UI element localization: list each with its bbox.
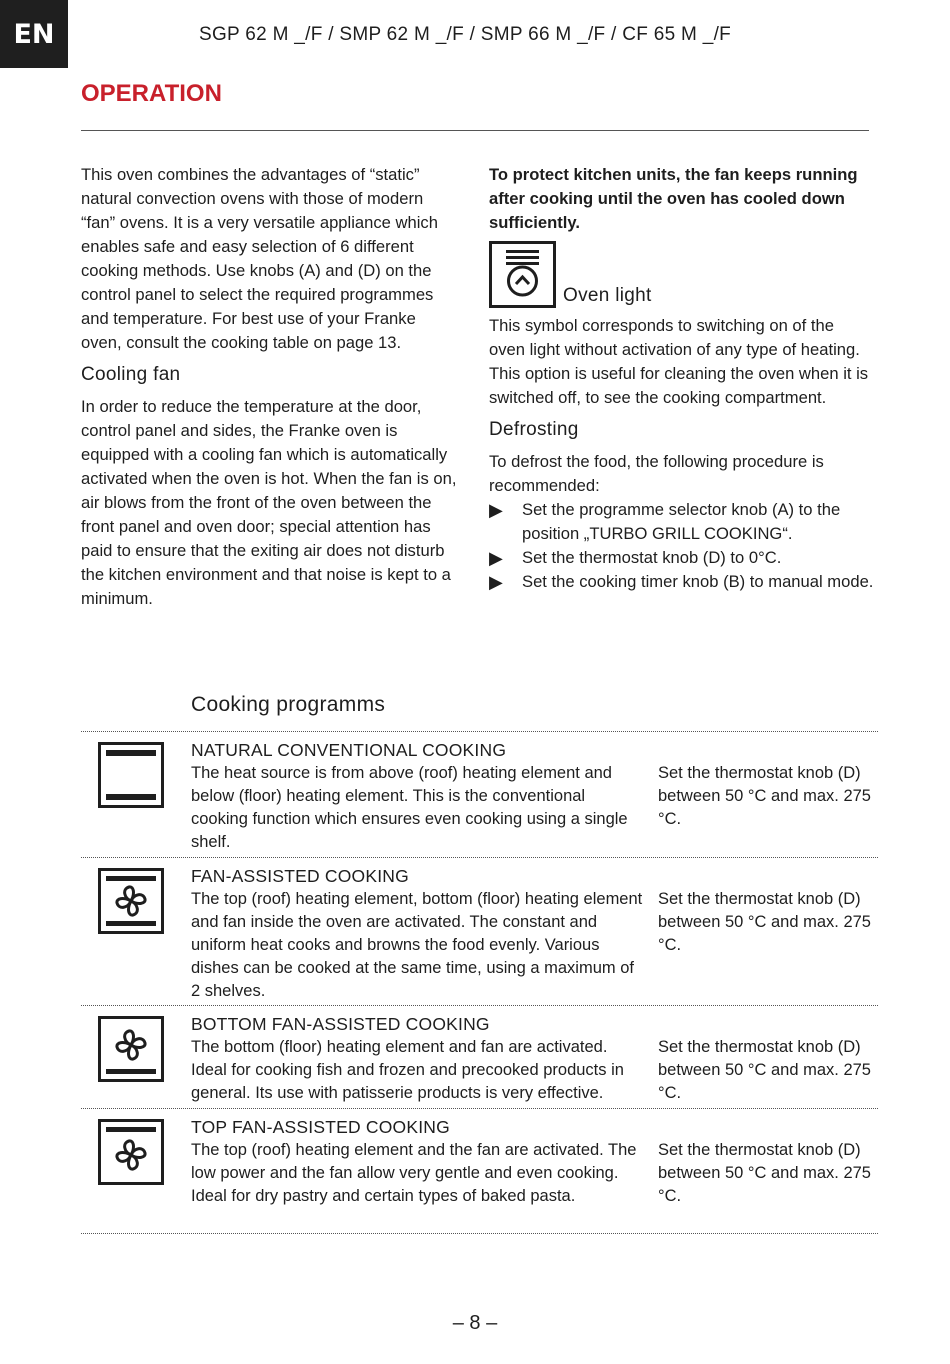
oven-light-row: [489, 241, 874, 308]
program-description: The bottom (floor) heating element and fan are activated. Ideal for cooking fish and frozen and precooked products in general. Its use with patisserie products is very effective.: [191, 1038, 624, 1102]
program-row: [81, 731, 878, 857]
program-setting: Set the thermostat knob (D) between 50 °C and max. 275 °C.: [658, 1038, 871, 1102]
defrost-step: ▶ Set the thermostat knob (D) to 0°C.: [489, 548, 782, 568]
bottom-fan-icon: [98, 1016, 164, 1082]
program-name: FAN-ASSISTED COOKING: [191, 866, 409, 886]
fan-assisted-icon: [98, 868, 164, 934]
left-column: [81, 163, 459, 611]
program-setting: Set the thermostat knob (D) between 50 °C and max. 275 °C.: [658, 890, 871, 954]
page-number: – 8 –: [452, 1312, 498, 1334]
title-divider: [81, 130, 869, 131]
program-name: BOTTOM FAN-ASSISTED COOKING: [191, 1014, 490, 1034]
defrosting-intro: To defrost the food, the following procedure is recommended:: [489, 452, 824, 495]
section-title: OPERATION: [81, 80, 222, 107]
oven-light-paragraph: This symbol corresponds to switching on of the oven light without activation of any type of heating. This option is useful for cleaning the oven when it is switched off, to see the cooking compartment.: [489, 316, 869, 407]
program-setting: Set the thermostat knob (D) between 50 °C and max. 275 °C.: [658, 764, 871, 828]
program-row: [81, 1005, 878, 1108]
cooking-programs-heading: Cooking programms: [191, 693, 386, 716]
oven-light-heading: Oven light: [563, 285, 652, 306]
oven-light-icon: [489, 241, 556, 308]
top-fan-icon: [98, 1119, 164, 1185]
program-description: The heat source is from above (roof) heating element and below (floor) heating element. This is the conventional cooking function which ensures even cooking using a single shelf.: [191, 764, 628, 851]
cooling-fan-heading: Cooling fan: [81, 364, 181, 385]
triangle-bullet-icon: ▶: [489, 548, 503, 568]
triangle-bullet-icon: ▶: [489, 572, 503, 592]
defrosting-heading: Defrosting: [489, 419, 579, 440]
language-badge: EN: [0, 0, 68, 68]
program-name: NATURAL CONVENTIONAL COOKING: [191, 740, 507, 760]
right-column: [489, 163, 874, 594]
program-name: TOP FAN-ASSISTED COOKING: [191, 1117, 450, 1137]
defrost-step: ▶ Set the cooking timer knob (B) to manual mode.: [489, 572, 874, 592]
defrost-step: ▶ Set the programme selector knob (A) to the position „TURBO GRILL COOKING“.: [489, 498, 874, 546]
intro-paragraph: This oven combines the advantages of “static” natural convection ovens with those of modern “fan” ovens. It is a very versatile appliance which enables safe and easy selection of 6 different cooking methods. Use knobs (A) and (D) on the control panel to select the required programmes and temperature. For best use of your Franke oven, consult the cooking table on page 13.: [81, 165, 438, 352]
model-list: SGP 62 M _/F / SMP 62 M _/F / SMP 66 M _/F / CF 65 M _/F: [199, 24, 732, 45]
cooking-programs-table: [81, 731, 878, 1234]
program-setting: Set the thermostat knob (D) between 50 °C and max. 275 °C.: [658, 1141, 871, 1205]
triangle-bullet-icon: ▶: [489, 500, 503, 520]
protect-note: To protect kitchen units, the fan keeps running after cooking until the oven has cooled down sufficiently.: [489, 165, 858, 232]
program-row: [81, 1108, 878, 1234]
conventional-oven-icon: [98, 742, 164, 808]
cooling-fan-paragraph: In order to reduce the temperature at the door, control panel and sides, the Franke oven is equipped with a cooling fan which is automatically activated when the oven is hot. When the fan is on, air blows from the front of the oven between the front panel and oven door; special attention has paid to ensure that the exiting air does not disturb the kitchen environment and that noise is kept to a minimum.: [81, 397, 457, 608]
program-row: [81, 857, 878, 1005]
program-description: The top (roof) heating element, bottom (floor) heating element and fan inside the oven are activated. The constant and uniform heat cooks and browns the food evenly. Various dishes can be cooked at the same time, using a maximum of 2 shelves.: [191, 890, 643, 1000]
program-description: The top (roof) heating element and the fan are activated. The low power and the fan allow very gentle and even cooking. Ideal for dry pastry and certain types of baked pasta.: [191, 1141, 637, 1205]
